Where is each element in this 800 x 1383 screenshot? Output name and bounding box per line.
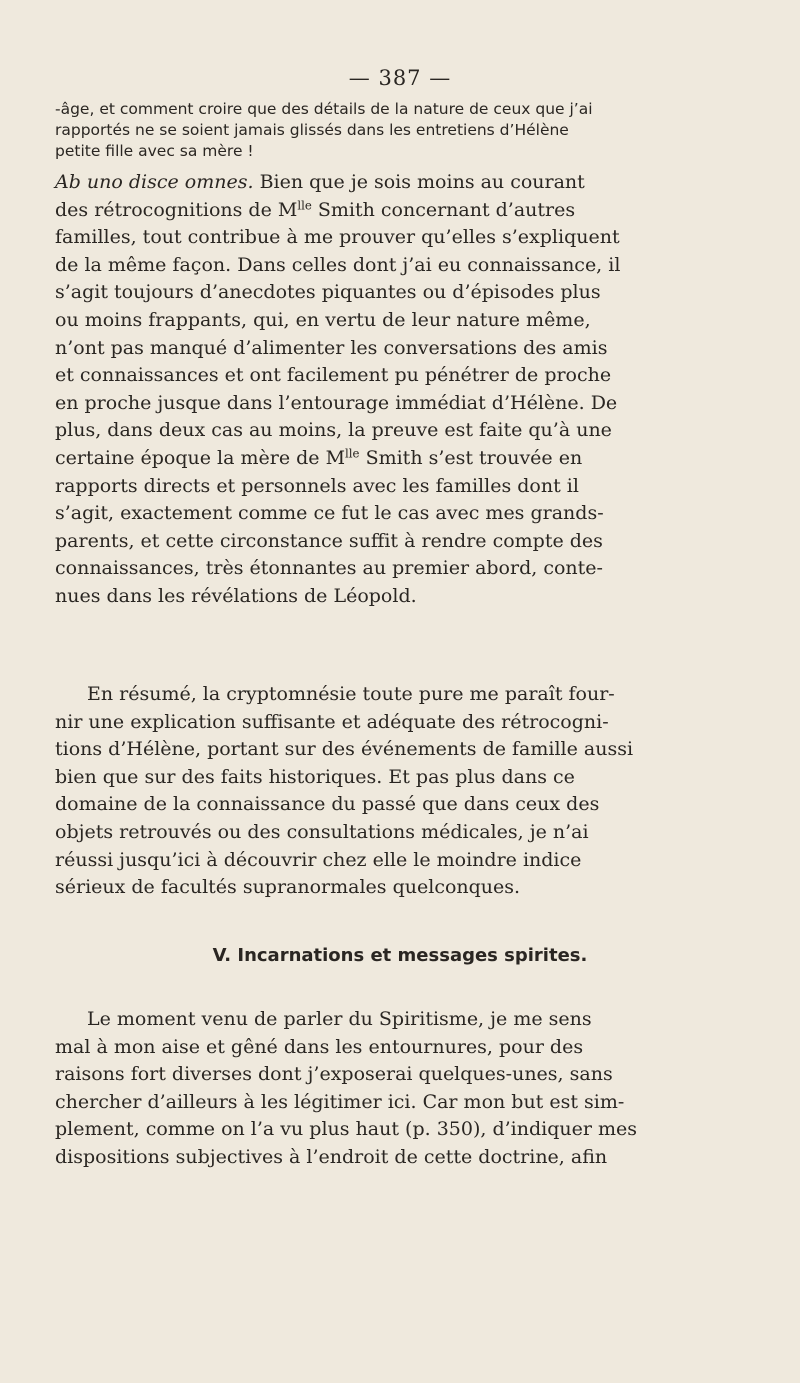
page-number-header: — 387 — [348,66,452,90]
text-line: raisons fort diverses dont j’exposerai quelques-unes, sans [55,1063,613,1086]
text-line: plement, comme on l’a vu plus haut (p. 350), d’indiquer mes [55,1118,637,1141]
superscript-lle: lle [297,198,312,213]
text-line: Le moment venu de parler du Spiritisme, je me sens [87,1008,592,1030]
text-line: des rétrocognitions de $M^{lle}$ Smith concernant d’autres [55,198,576,221]
text-line: n’ont pas manqué d’alimenter les conversations des amis [55,336,608,359]
text-line: domaine de la connaissance du passé que dans ceux des [55,793,600,816]
text-line: familles, tout contribue à me prouver qu’elles s’expliquent [55,226,620,249]
text-line: s’agit toujours d’anecdotes piquantes ou d’épisodes plus [55,281,601,304]
text-line: chercher d’ailleurs à les légitimer ici. Car mon but est sim- [55,1090,625,1113]
text-line: petite fille avec sa mère ! [55,142,254,160]
text-line: connaissances, très étonnantes au premier abord, conte- [55,557,603,580]
text-line: En résumé, la cryptomnésie toute pure me paraît four- [87,683,615,705]
text-line: objets retrouvés ou des consultations médicales, je n’ai [55,820,589,843]
text-line: tions d’Hélène, portant sur des événements de famille aussi [55,738,634,761]
text-line: rapportés ne se soient jamais glissés dans les entretiens d’Hélène [55,121,569,139]
text-line: plus, dans deux cas au moins, la preuve est faite qu’à une [55,419,612,442]
text-line: mal à mon aise et gêné dans les entournures, pour des [55,1035,584,1058]
text-line: Ab uno disce omnes. Bien que je sois moins au courant [55,171,585,193]
text-line: bien que sur des faits historiques. Et pas plus dans ce [55,765,575,788]
section-heading: V. Incarnations et messages spirites. [212,945,588,966]
text-line: rapports directs et personnels avec les familles dont il [55,474,579,497]
text-line: certaine époque la mère de $M^{lle}$ Smith s’est trouvée en [55,446,583,469]
superscript-lle: lle [345,446,360,461]
text-line: parents, et cette circonstance suffit à rendre compte des [55,529,603,552]
text-line: en proche jusque dans l’entourage immédiat d’Hélène. De [55,391,618,414]
text-line: dispositions subjectives à l’endroit de cette doctrine, afin [55,1145,608,1168]
text-line: de la même façon. Dans celles dont j’ai eu connaissance, il [55,253,621,276]
text-line: sérieux de facultés supranormales quelconques. [55,876,521,899]
text-line: s’agit, exactement comme ce fut le cas avec mes grands- [55,502,604,525]
paragraph-resume [55,681,745,902]
latin-quote: Ab uno disce omnes. [55,171,254,193]
text-line: nir une explication suffisante et adéquate des rétrocogni- [55,710,609,733]
text-line: ou moins frappants, qui, en vertu de leur nature même, [55,308,591,331]
text-line: -âge, et comment croire que des détails de la nature de ceux que j’ai [55,100,593,118]
paragraph-spiritisme [55,1006,745,1172]
paragraph-rétrocognitions [55,169,745,611]
text-line: nues dans les révélations de Léopold. [55,584,417,607]
footnote-text [55,99,745,162]
text-line: et connaissances et ont facilement pu pénétrer de proche [55,364,612,387]
text-line: réussi jusqu’ici à découvrir chez elle le moindre indice [55,848,582,871]
